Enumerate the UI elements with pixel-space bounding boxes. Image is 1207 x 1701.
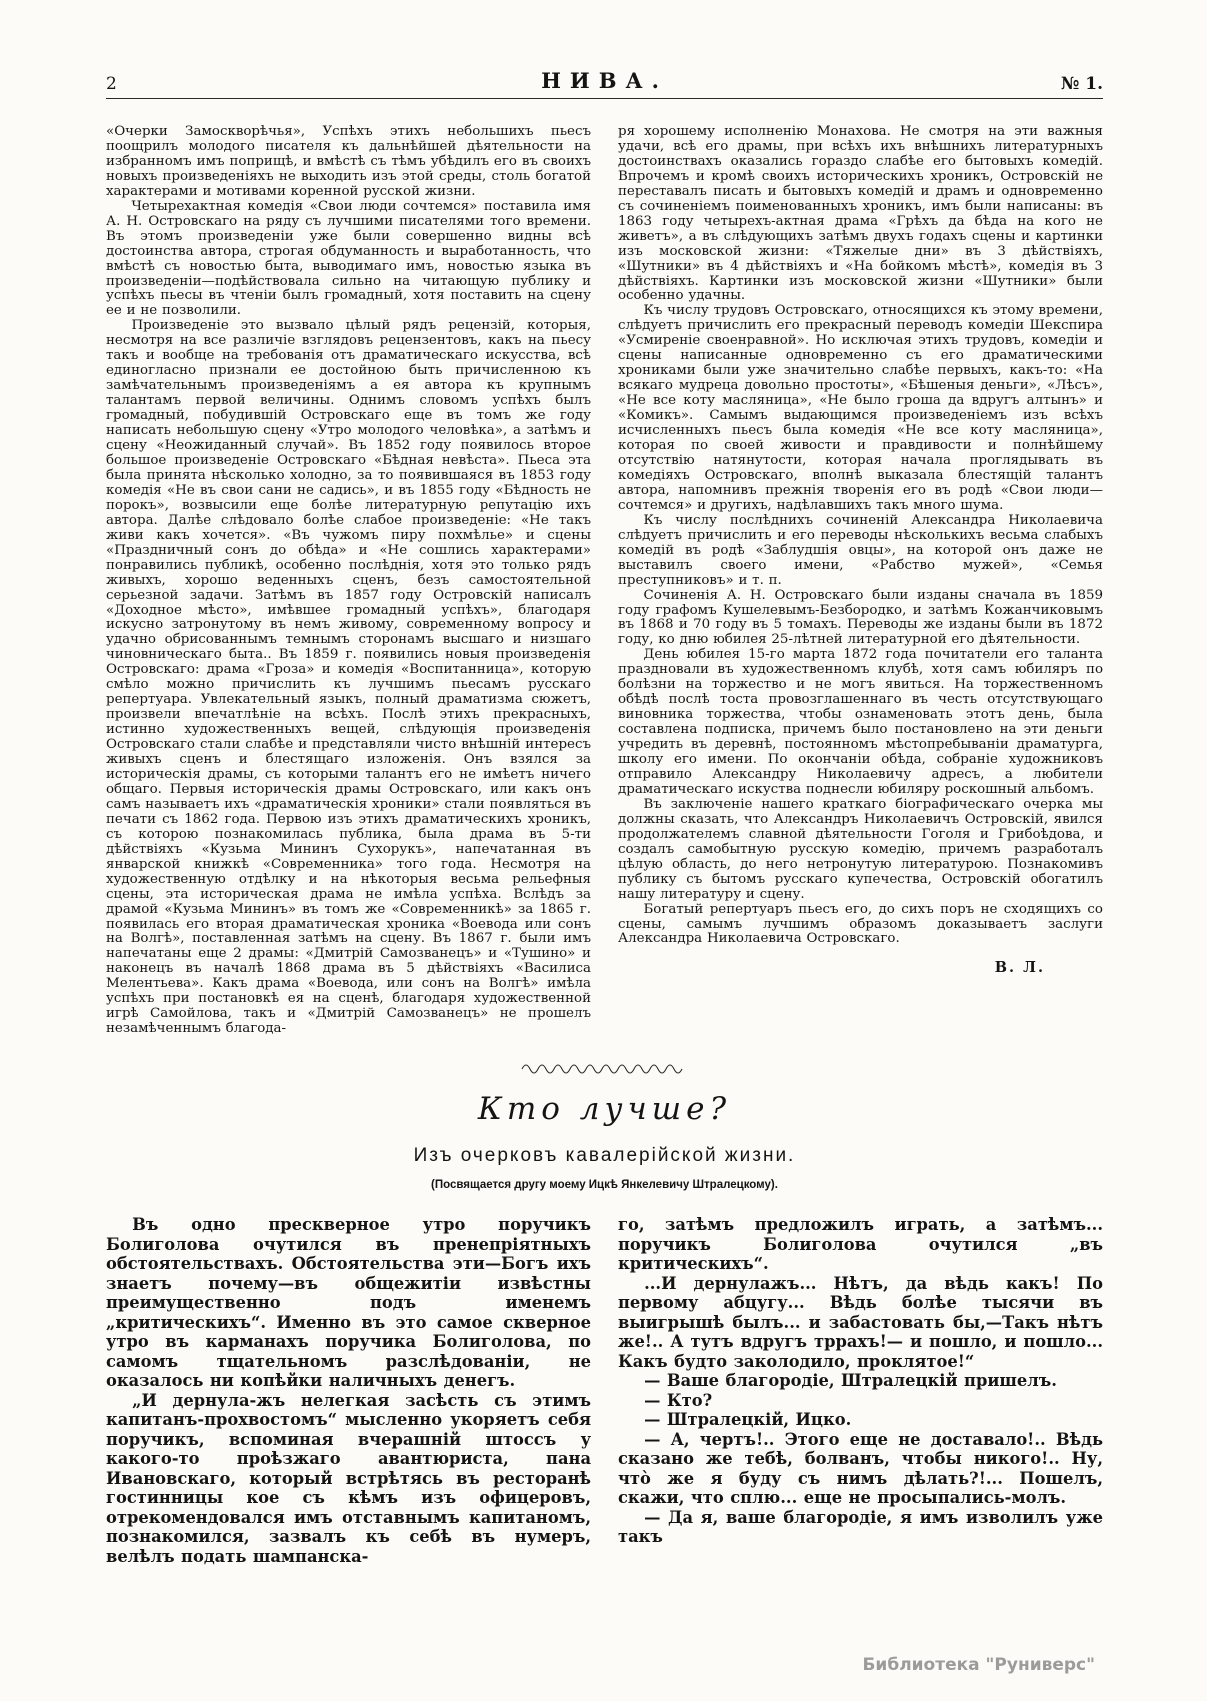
story-column-right <box>618 1215 1103 1566</box>
story-header <box>106 1063 1103 1191</box>
paragraph: ря хорошему исполненію Монахова. Не смотря на эти важныя удачи, всѣ его драмы, при всѣхъ ихъ внѣшнихъ литературныхъ достоинствахъ оказались гораздо слабѣе его бытовыхъ комедій. Впрочемъ и кромѣ своихъ историческихъ хроникъ, Островскій не переставалъ писать и бытовыхъ комедій и драмъ и одновременно съ сочиненіемъ поименованныхъ хроникъ, имъ были написаны: въ 1863 году четырехъ-актная драма «Грѣхъ да бѣда на кого не живетъ», а въ слѣдующихъ затѣмъ двухъ годахъ сцены и картинки изъ московской жизни: «Тяжелые дни» въ 3 дѣйствіяхъ, «Шутники» въ 4 дѣйствіяхъ и «На бойкомъ мѣстѣ», комедія въ 3 дѣйствіяхъ. Картинки изъ московской жизни «Шутники» были особенно удачны. <box>618 124 1103 304</box>
article-signature: В. Л. <box>994 959 1045 977</box>
paragraph: День юбилея 15-го марта 1872 года почитатели его таланта праздновали въ художественномъ клубѣ, хотя самъ юбиляръ по болѣзни на торжество и не могъ явиться. На торжественномъ обѣдѣ послѣ тоста провозглашеннаго въ честь отсутствующаго виновника торжества, чтобы ознаменовать этотъ день, была составлена подписка, причемъ было постановлено на эти деньги учредить въ деревнѣ, постоянномъ мѣстопребываніи драматурга, школу его имени. По окончаніи обѣда, собраніе художниковъ отправило Александру Николаевичу адресъ, а любители драматическаго искуства поднесли юбиляру роскошный альбомъ. <box>618 647 1103 797</box>
story-col1-paragraphs <box>106 1215 591 1566</box>
header-rule <box>106 98 1103 99</box>
paragraph: Въ одно прескверное утро поручикъ Болиголова очутился въ пренепріятныхъ обстоятельствахъ. Обстоятельства эти—Богъ ихъ знаетъ почему—въ общежитіи извѣстны преимущественно подъ именемъ „критическихъ“. Именно въ это самое скверное утро въ карманахъ поручика Болиголова, по самомъ тщательномъ разслѣдованіи, не оказалось ни копѣйки наличныхъ денегъ. <box>106 1215 591 1391</box>
page-header <box>106 68 1103 94</box>
article1-column-left <box>106 125 591 1037</box>
paragraph: — Ваше благородіе, Штралецкій пришелъ. <box>644 1371 1057 1391</box>
paragraph: — Штралецкій, Ицко. <box>644 1410 852 1430</box>
paragraph: Произведеніе это вызвало цѣлый рядъ рецензій, которыя, несмотря на все различіе взглядовъ рецензентовъ, какъ на пьесу такъ и вообще на требованія отъ драматическаго искусства, всѣ единогласно признали ее достойною быть причисленною къ замѣчательнымъ произведеніямъ а ея автора къ крупнымъ талантамъ первой величины. Однимъ словомъ успѣхъ былъ громадный, побудившій Островскаго еще въ томъ же году написать небольшую сцену «Утро молодого человѣка», а затѣмъ и сцену «Неожиданный случай». Въ 1852 году появилось второе большое произведеніе Островскаго «Бѣдная невѣста». Пьеса эта была принята нѣсколько холодно, за то появившаяся въ 1853 году комедія «Не въ свои сани не садись», и въ 1855 году «Бѣдность не порокъ», возвысили еще болѣе литературную репутацію ихъ автора. Далѣе слѣдовало болѣе слабое произведеніе: «Не такъ живи какъ хочется». «Въ чужомъ пиру похмѣлье» и сцены «Праздничный сонъ до обѣда» и «Не сошлись характерами» понравились публикѣ, особенно послѣднія, хотя это только рядъ живыхъ, хорошо веденныхъ сценъ, безъ самостоятельной серьезной задачи. Затѣмъ въ 1857 году Островскій написалъ «Доходное мѣсто», имѣвшее громадный успѣхъ», благодаря искусно затронутому въ немъ живому, современному вопросу и удачно обрисованнымъ темнымъ сторонамъ высшаго и низшаго чиновническаго быта.. Въ 1859 г. появились новыя произведенія Островскаго: драма «Гроза» и комедія «Воспитанница», которую смѣло можно причислить къ лучшимъ пьесамъ русскаго репертуара. Увлекательный языкъ, полный драматизма сюжетъ, произвели впечатлѣніе на всѣхъ. Послѣ этихъ прекрасныхъ, истинно художественныхъ вещей, слѣдующія произведенія Островскаго стали слабѣе и представляли чисто внѣшній интересъ живыхъ сценъ и блестящаго изложенія. Онъ взялся за историческія драмы, съ которыми талантъ его не имѣетъ ничего общаго. Первыя историческія драмы Островскаго, или какъ онъ самъ называетъ ихъ «драматическія хроники» стали появляться въ печати съ 1862 года. Первою изъ этихъ драматическихъ хроникъ, съ которою познакомилась публика, была драма въ 5-ти дѣйствіяхъ «Кузьма Мининъ Сухорукъ», напечатанная въ январской книжкѣ «Современника» того года. Несмотря на художественную отдѣлку и на нѣкоторыя весьма рельефныя сцены, эта историческая драма не имѣла успѣха. Вслѣдъ за драмой «Кузьма Мининъ» въ томъ же «Современникѣ» за 1865 г. появилась его вторая драматическая хроника «Воевода или сонъ на Волгѣ», поставленная затѣмъ на сцену. Въ 1867 г. были имъ напечатаны еще 2 драмы: «Дмитрій Самозванецъ» и «Тушино» и наконецъ въ началѣ 1868 драма въ 5 дѣйствіяхъ «Василиса Мелентьева». Какъ драма «Воевода, или сонъ на Волгѣ» имѣла успѣхъ при постановкѣ ея на сценѣ, благодаря художественной игрѣ Самойлова, такъ и «Дмитрій Самозванецъ» не прошелъ незамѣченнымъ благода- <box>106 318 591 1037</box>
story-columns <box>106 1215 1103 1566</box>
paragraph: „И дернула-жъ нелегкая засѣсть съ этимъ капитанъ-прохвостомъ“ мысленно укоряетъ себя поручикъ, вспоминая вчерашній штоссъ у какого-то проѣзжаго авантюриста, пана Ивановскаго, который встрѣтясь въ ресторанѣ гостинницы кое съ кѣмъ изъ офицеровъ, отрекомендовался имъ отставнымъ капитаномъ, познакомился, зазвалъ къ себѣ въ нумеръ, велѣлъ подать шампанска- <box>106 1390 591 1566</box>
paragraph: — Кто? <box>644 1390 713 1410</box>
paragraph: Четырехактная комедія «Свои люди сочтемся» поставила имя А. Н. Островскаго на ряду съ лучшими писателями того времени. Въ этомъ произведеніи уже были совершенно видны всѣ достоинства автора, строгая обдуманность и выработанность, что вмѣстѣ съ новостью быта, выводимаго имъ, новостью языка въ произведеніи—подѣйствовала сильно на читающую публику и успѣхъ пьесы въ чтеніи былъ громадный, хотя поставить на сцену ее и не позволили. <box>106 198 591 319</box>
story-title: Кто лучше? <box>477 1091 732 1128</box>
paragraph: Къ числу послѣднихъ сочиненій Александра Николаевича слѣдуетъ причислить и его переводы нѣсколькихъ весьма слабыхъ комедій въ родѣ «Заблудшія овцы», на которой онъ даже не выставилъ своего имени, «Рабство мужей», «Семья преступниковъ» и т. п. <box>618 512 1103 588</box>
story-dedication: (Посвящается другу моему Ицкѣ Янкелевичу Штралецкому). <box>431 1179 778 1192</box>
library-watermark: Библиотека "Руниверс" <box>862 1655 1095 1675</box>
page-number: 2 <box>106 74 117 94</box>
story-subtitle: Изъ очерковъ кавалерійской жизни. <box>413 1145 796 1167</box>
story-col2-paragraphs <box>618 1215 1103 1547</box>
paragraph: го, затѣмъ предложилъ играть, а затѣмъ... поручикъ Болиголова очутился „въ критическихъ“. <box>618 1215 1103 1274</box>
paragraph: Къ числу трудовъ Островскаго, относящихся къ этому времени, слѣдуетъ причислить его прекрасный переводъ комедіи Шекспира «Усмиреніе своенравной». Но исключая этихъ трудовъ, комедіи и сцены написанные одновременно съ его драматическими хрониками были уже значительно слабѣе первыхъ, какъ-то: «На всякаго мудреца довольно простоты», «Бѣшеныя деньги», «Лѣсъ», «Не все коту масляница», «Не было гроша да вдругъ алтынъ» и «Комикъ». Самымъ выдающимся произведеніемъ изъ всѣхъ исчисленныхъ пьесъ была комедія «Не все коту масляница», которая по своей живости и правдивости и полнѣйшему отсутствію натянутости, которая начала проглядывать въ комедіяхъ Островскаго, вполнѣ выказала блестящій талантъ автора, напомнивъ прежнія творенія его въ родѣ «Свои люди—сочтемся» и другихъ, надѣлавшихъ такъ много шума. <box>618 303 1103 513</box>
article1-column-right <box>618 125 1103 1037</box>
paragraph: — А, чертъ!.. Этого еще не доставало!.. Вѣдь сказано же тебѣ, болванъ, чтобы никого!.. Ну, чтò же я буду съ нимъ дѣлать?!... Пошелъ, скажи, что сплю... еще не просыпались-молъ. <box>618 1429 1103 1508</box>
masthead-title: НИВА. <box>541 68 668 93</box>
article1-col1-paragraphs <box>106 125 591 1037</box>
article-ostrovsky-biography <box>106 125 1103 1037</box>
issue-number: № 1. <box>1060 74 1103 94</box>
section-divider-squiggle-icon <box>106 1063 1103 1075</box>
paragraph: «Очерки Замоскворѣчья», Успѣхъ этихъ небольшихъ пьесъ поощрилъ молодого писателя къ дальнѣйшей дѣятельности на избранномъ имъ поприщѣ, и вмѣстѣ съ тѣмъ убѣдилъ его въ своихъ новыхъ произведеніяхъ не выходить изъ этой среды, столь богатой характерами и мотивами коренной русской жизни. <box>106 124 591 199</box>
paragraph: — Да я, ваше благородіе, я имъ изволилъ уже такъ <box>618 1507 1103 1547</box>
article1-col2-paragraphs <box>618 125 1103 947</box>
story-column-left <box>106 1215 591 1566</box>
paragraph: Сочиненія А. Н. Островскаго были изданы сначала въ 1859 году графомъ Кушелевымъ-Безбородко, и затѣмъ Кожанчиковымъ въ 1868 и 70 году въ 5 томахъ. Переводы же изданы были въ 1872 году, ко дню юбилея 25-лѣтней литературной его дѣятельности. <box>618 587 1103 648</box>
paragraph: Богатый репертуаръ пьесъ его, до сихъ поръ не сходящихъ со сцены, самымъ лучшимъ образомъ доказываетъ заслуги Александра Николаевича Островскаго. <box>618 901 1103 947</box>
story-kto-luchshe <box>106 1063 1103 1566</box>
paragraph: Въ заключеніе нашего краткаго біографическаго очерка мы должны сказать, что Александръ Николаевичъ Островскій, явился продолжателемъ славной дѣятельности Гоголя и Грибоѣдова, и создалъ самобытную русскую комедію, причемъ разработалъ цѣлую область, до него нетронутую литературою. Познакомивъ публику съ бытомъ русскаго купечества, Островскій обогатилъ нашу литературу и сцену. <box>618 796 1103 902</box>
paragraph: ...И дернулажъ... Нѣтъ, да вѣдь какъ! По первому абцугу... Вѣдь болѣе тысячи въ выигрышѣ былъ... и забастовать бы,—Такъ нѣтъ же!.. А тутъ вдругъ тррахъ!— и пошло, и пошло... Какъ будто заколодило, проклятое!“ <box>618 1273 1103 1371</box>
